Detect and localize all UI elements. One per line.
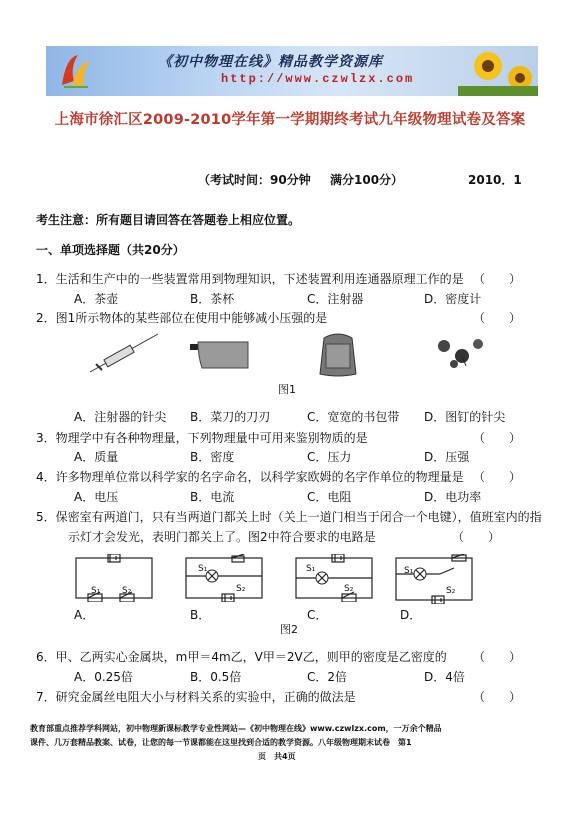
q2-option-b: B．菜刀的刀刃	[190, 410, 271, 424]
footer-line-2: 课件、几万套精品教案、试卷，让您的每一节课都能在这里找到合适的教学资源。八年级物理期末试卷 第1	[30, 738, 412, 747]
circuit-d-s1-label: S₁	[404, 566, 414, 576]
circuit-d-diagram	[392, 554, 476, 604]
q2-answer-paren: （ ）	[473, 311, 522, 325]
q4-option-a: A．电压	[74, 490, 119, 504]
circuit-c-s2-label: S₂	[344, 584, 354, 594]
q7-stem: 7．研究金属丝电阻大小与材料关系的实验中，正确的做法是	[36, 690, 356, 704]
circuit-b-diagram	[182, 554, 266, 602]
q6-option-b: B．0.5倍	[190, 670, 242, 684]
q5-option-a: A．	[74, 608, 95, 622]
q6-answer-paren: （ ）	[473, 650, 522, 664]
q5-answer-paren: （ ）	[452, 530, 501, 544]
q7-answer-paren: （ ）	[473, 690, 522, 704]
q2-stem: 2．图1所示物体的某些部位在使用中能够减小压强的是	[36, 311, 328, 325]
q2-option-a: A．注射器的针尖	[74, 410, 167, 424]
q1-answer-paren: （ ）	[473, 272, 522, 286]
q6-option-a: A．0.25倍	[74, 670, 133, 684]
document-title: 上海市徐汇区2009-2010学年第一学期期终考试九年级物理试卷及答案	[54, 112, 526, 128]
q4-stem: 4．许多物理单位常以科学家的名字命名，以科学家欧姆的名字作单位的物理量是	[36, 470, 464, 484]
q6-option-d: D．4倍	[424, 670, 465, 684]
circuit-b-s2-label: S₂	[236, 584, 246, 594]
q1-option-d: D．密度计	[424, 292, 482, 306]
header-banner	[46, 46, 538, 96]
q2-option-d: D．图钉的针尖	[424, 410, 506, 424]
site-logo-icon	[56, 51, 96, 91]
q1-option-a: A．茶壶	[74, 292, 119, 306]
circuit-b-s1-label: S₁	[198, 564, 208, 574]
exam-date: 2010．1	[468, 173, 522, 187]
section-heading: 一、单项选择题（共20分）	[36, 243, 185, 257]
exam-time: （考试时间：90分钟	[198, 173, 311, 187]
q6-stem: 6．甲、乙两实心金属块，m甲＝4m乙，V甲＝2V乙，则甲的密度是乙密度的	[36, 650, 447, 664]
circuit-a-diagram	[72, 554, 156, 602]
syringe-image	[86, 330, 162, 376]
q4-answer-paren: （ ）	[473, 470, 522, 484]
q5-option-d: D．	[400, 608, 422, 622]
banner-url[interactable]: http://www.czwlzx.com	[221, 72, 415, 86]
kitchen-knife-image	[188, 338, 252, 372]
q4-option-c: C．电阻	[307, 490, 352, 504]
q4-option-b: B．电流	[190, 490, 235, 504]
footer-line-1: 教育部重点推荐学科网站，初中物理新课标教学专业性网站—《初中物理在线》www.czwlzx.com，一万余个精品	[30, 724, 442, 733]
fig1-caption: 图1	[278, 383, 296, 396]
q3-option-d: D．压强	[424, 450, 470, 464]
q1-option-c: C．注射器	[307, 292, 364, 306]
circuit-a-s2-label: S₂	[122, 586, 132, 596]
circuit-c-diagram	[292, 554, 376, 602]
sunflower-image	[458, 46, 538, 96]
circuit-a-s1-label: S₁	[91, 586, 101, 596]
q3-option-c: C．压力	[307, 450, 352, 464]
banner-title: 《初中物理在线》精品教学资源库	[158, 54, 383, 70]
q3-option-b: B．密度	[190, 450, 235, 464]
footer-page-number: 页 共4页	[258, 752, 296, 761]
q3-option-a: A．质量	[74, 450, 119, 464]
notice: 考生注意：所有题目请回答在答题卷上相应位置。	[36, 213, 301, 227]
q1-option-b: B．茶杯	[190, 292, 235, 306]
q2-option-c: C．宽宽的书包带	[307, 410, 400, 424]
thumbtacks-image	[430, 334, 490, 370]
q3-answer-paren: （ ）	[473, 431, 522, 445]
schoolbag-image	[316, 330, 360, 378]
q6-option-c: C．2倍	[307, 670, 348, 684]
fig2-caption: 图2	[280, 623, 298, 636]
q5-stem-line1: 5．保密室有两道门，只有当两道门都关上时（关上一道门相当于闭合一个电键），值班室内的指	[36, 510, 542, 524]
q5-option-c: C．	[307, 608, 328, 622]
q5-option-b: B．	[190, 608, 211, 622]
q3-stem: 3．物理学中有各种物理量，下列物理量中可用来鉴别物质的是	[36, 431, 368, 445]
q5-stem-line2: 示灯才会发光，表明门都关上了。图2中符合要求的电路是	[68, 530, 376, 544]
q4-option-d: D．电功率	[424, 490, 482, 504]
circuit-d-s2-label: S₂	[446, 586, 456, 596]
circuit-c-s1-label: S₁	[306, 564, 316, 574]
q1-stem: 1．生活和生产中的一些装置常用到物理知识，下述装置利用连通器原理工作的是	[36, 272, 464, 286]
full-score: 满分100分）	[330, 173, 404, 187]
